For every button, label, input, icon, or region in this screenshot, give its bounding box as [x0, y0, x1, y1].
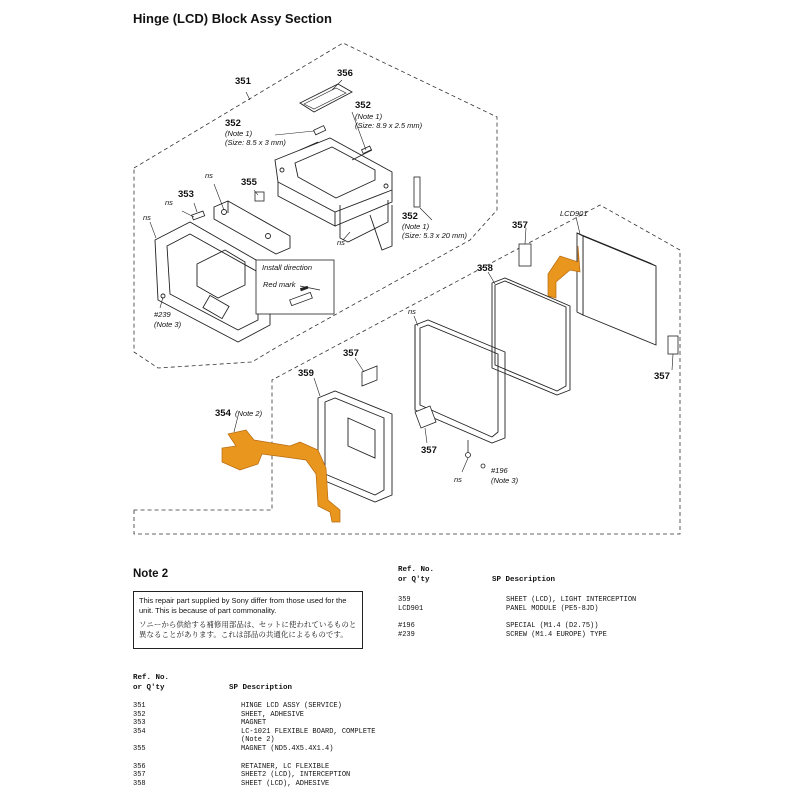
callout-352-a-note: (Note 1)	[355, 112, 383, 121]
callout-351: 351	[235, 76, 251, 87]
magnet-353	[192, 211, 205, 220]
screw-196	[466, 440, 486, 468]
callout-357-d: 357	[421, 445, 437, 456]
hinge-assy-boundary	[134, 43, 497, 368]
table-row: 358 SHEET (LCD), ADHESIVE	[133, 779, 330, 788]
callout-352-c: 352	[402, 211, 418, 222]
sheet-357-d	[415, 406, 436, 428]
callout-356: 356	[337, 68, 353, 79]
callout-352-a: 352	[355, 100, 371, 111]
callout-353: 353	[178, 189, 194, 200]
callout-355: 355	[241, 177, 257, 188]
table-row: #196 SPECIAL (M1.4 (D2.75))	[398, 622, 599, 631]
callout-196-note: (Note 3)	[491, 476, 519, 485]
table-row: 356 RETAINER, LC FLEXIBLE	[133, 762, 330, 771]
sheet-352-a	[314, 126, 326, 135]
note2-title: Note 2	[133, 568, 169, 580]
flexible-board-354	[222, 430, 340, 522]
parts-right-header-sp: SP Description	[492, 576, 556, 584]
parts-left-header-ref: Ref. No.	[133, 674, 170, 682]
sheet-357-a	[519, 244, 531, 266]
note2-text-ja-2: 異なることがあります。これは部品の共通化によるものです。	[139, 630, 348, 639]
label-ns-1: ns	[205, 171, 213, 180]
label-ns-2: ns	[165, 198, 173, 207]
callout-359: 359	[298, 368, 314, 379]
shield-sheet-359	[318, 391, 392, 502]
label-ns-6: ns	[454, 475, 462, 484]
sheet-357-c	[362, 366, 377, 386]
note2-box	[133, 591, 363, 649]
callout-239: #239	[154, 310, 171, 319]
retainer-356	[300, 84, 352, 112]
callout-358: 358	[477, 263, 493, 274]
lcd-panel-901	[548, 233, 656, 345]
callout-239-note: (Note 3)	[154, 320, 182, 329]
table-row: 357 SHEET2 (LCD), INTERCEPTION	[133, 771, 351, 780]
callout-352-a-size: (Size: 8.9 x 2.5 mm)	[355, 121, 423, 130]
table-row: 353 MAGNET	[133, 719, 267, 728]
callout-357-b: 357	[654, 371, 670, 382]
note2-text-ja-1: ソニーから供給する補修用部品は、セットに使われているものと	[139, 620, 357, 629]
label-install-direction: Install direction	[262, 263, 313, 272]
callout-352-b-size: (Size: 8.5 x 3 mm)	[225, 138, 286, 147]
parts-right-table	[398, 596, 636, 639]
callout-196: #196	[491, 466, 508, 475]
adhesive-sheet-358	[492, 278, 570, 395]
hinge-bar	[214, 201, 290, 254]
parts-right-header-ref: Ref. No.	[398, 566, 435, 574]
page-title: Hinge (LCD) Block Assy Section	[133, 11, 332, 26]
table-row: 352 SHEET, ADHESIVE	[133, 710, 305, 719]
table-row: 359 SHEET (LCD), LIGHT INTERCEPTION	[398, 596, 637, 604]
note2-text-en: This repair part supplied by Sony differ from those used for the unit. This is because of part commonality.	[139, 596, 347, 615]
callout-lcd901: LCD901	[560, 209, 588, 218]
parts-left-table	[133, 702, 375, 788]
table-row: #239 SCREW (M1.4 EUROPE) TYPE	[398, 630, 607, 639]
callout-357-a: 357	[512, 220, 528, 231]
table-row: (Note 2)	[241, 736, 275, 745]
callout-354: 354	[215, 408, 231, 419]
label-ns-3: ns	[143, 213, 151, 222]
parts-left-header-sp: SP Description	[229, 684, 293, 692]
sheet-352-c	[414, 177, 420, 207]
parts-left-header-qty: or Q'ty	[133, 684, 165, 692]
hinge-frame-351	[275, 138, 392, 250]
table-row: 355 MAGNET (ND5.4X5.4X1.4)	[133, 744, 334, 753]
parts-right-header-qty: or Q'ty	[398, 576, 430, 584]
table-row: 351 HINGE LCD ASSY (SERVICE)	[133, 702, 342, 710]
sheet-357-b	[668, 336, 678, 354]
callout-357-c: 357	[343, 348, 359, 359]
callout-352-b-note: (Note 1)	[225, 129, 253, 138]
table-row: LCD901 PANEL MODULE (PE5-8JD)	[398, 604, 599, 613]
label-red-mark: Red mark	[263, 280, 296, 289]
callout-354-note: (Note 2)	[235, 409, 263, 418]
callout-352-c-size: (Size: 5.3 x 20 mm)	[402, 231, 468, 240]
callout-352-c-note: (Note 1)	[402, 222, 430, 231]
label-ns-4: ns	[337, 238, 345, 247]
label-ns-5: ns	[408, 307, 416, 316]
table-row: 354 LC-1021 FLEXIBLE BOARD, COMPLETE	[133, 727, 376, 736]
callout-352-b: 352	[225, 118, 241, 129]
